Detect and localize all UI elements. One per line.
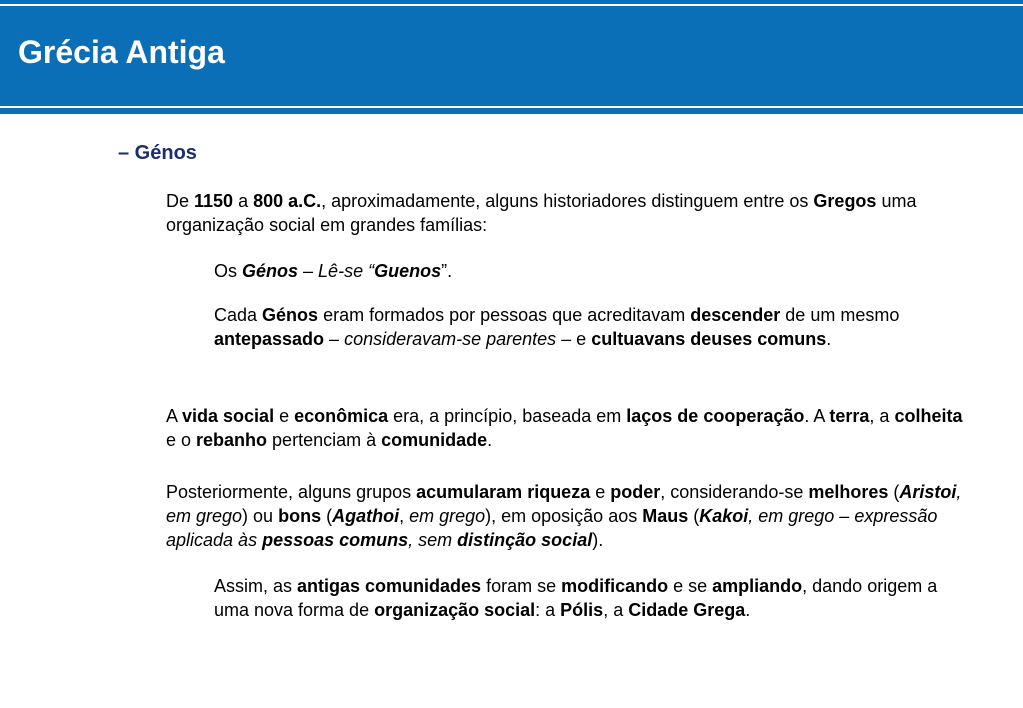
text-run: cultuavans deuses comuns [591,329,827,349]
text-run: comunidade [381,430,488,450]
slide-title: Grécia Antiga [18,34,225,70]
text-run: ). [592,530,604,550]
text-run: Maus [642,506,689,526]
text-run: : a [535,600,561,620]
text-run: poder [610,482,661,502]
text-run: de um mesmo [780,305,900,325]
text-run: De [166,191,195,211]
text-run: Génos [242,261,299,281]
text-run: 1150 [194,191,234,211]
text-run: colheita [894,406,963,426]
text-run: distinção social [457,530,593,550]
text-run: , em grego – expressão aplicada às [166,506,938,550]
text-run: ampliando [712,576,803,596]
text-run: , aproximadamente, alguns historiadores distinguem entre os [321,191,814,211]
text-run: Cidade Grega [628,600,746,620]
text-run: Assim, as [214,576,298,596]
text-run: ), em oposição aos [485,506,643,526]
text-run: Posteriormente, alguns grupos [166,482,417,502]
text-run: , dando origem a uma nova forma de [214,576,938,620]
text-run: . A [804,406,830,426]
paragraph-genos-description [214,303,974,351]
text-run: terra [829,406,870,426]
text-run: acumularam riqueza [416,482,591,502]
text-run: Cada [214,305,263,325]
text-run: Os [214,261,243,281]
text-run: organização social [374,600,536,620]
text-run: pertenciam à [267,430,382,450]
paragraph-social-economic-life [166,404,966,452]
text-run: foram se [481,576,562,596]
text-run: a [233,191,254,211]
text-run: ( [688,506,700,526]
text-run: , [399,506,410,526]
text-run: antigas comunidades [297,576,482,596]
title-bar-bottom-line [0,106,1023,108]
text-run: Gregos [813,191,877,211]
text-run: vida social [182,406,275,426]
text-run: , a [603,600,629,620]
text-run: e [274,406,295,426]
text-run: e o [166,430,197,450]
text-run: Génos [262,305,319,325]
paragraph-genos-pronunciation [214,259,974,283]
title-bar-top-line [0,4,1023,6]
text-run: bons [278,506,322,526]
text-run: era, a princípio, baseada em [388,406,627,426]
text-run: e se [668,576,713,596]
text-run: em grego [409,506,486,526]
paragraph-aristocracy [166,480,966,552]
text-run: Agathoi [332,506,400,526]
text-run: ( [888,482,900,502]
section-heading: – Génos [118,142,197,164]
text-run: Guenos [374,261,442,281]
text-run: , em grego [166,482,962,526]
text-run: descender [690,305,781,325]
text-run: Aristoi [899,482,957,502]
paragraph-polis-origin [214,574,974,622]
text-run: melhores [808,482,889,502]
text-run: 800 a.C. [253,191,322,211]
text-run: . [826,329,832,349]
text-run: Pólis [560,600,604,620]
text-run: modificando [561,576,669,596]
text-run: Lê-se “ [318,261,375,281]
text-run: , a [869,406,895,426]
text-run: econômica [294,406,389,426]
text-run: consideravam-se parentes [344,329,557,349]
text-run: ) ou [242,506,279,526]
text-run: – [298,261,319,281]
text-run: antepassado [214,329,325,349]
text-run: – [324,329,345,349]
text-run: , considerando-se [660,482,809,502]
text-run: ”. [441,261,453,281]
text-run: pessoas comuns [262,530,409,550]
text-run: – e [556,329,592,349]
text-run: , sem [408,530,458,550]
text-run: ( [321,506,333,526]
text-run: . [487,430,493,450]
text-run: rebanho [196,430,268,450]
text-run: uma organização social em grandes famílias: [166,191,917,235]
text-run: e [590,482,611,502]
text-run: A [166,406,183,426]
text-run: . [745,600,751,620]
text-run: Kakoi [699,506,749,526]
paragraph-genos-intro [166,189,966,237]
text-run: laços de cooperação [626,406,805,426]
text-run: eram formados por pessoas que acreditavam [318,305,691,325]
